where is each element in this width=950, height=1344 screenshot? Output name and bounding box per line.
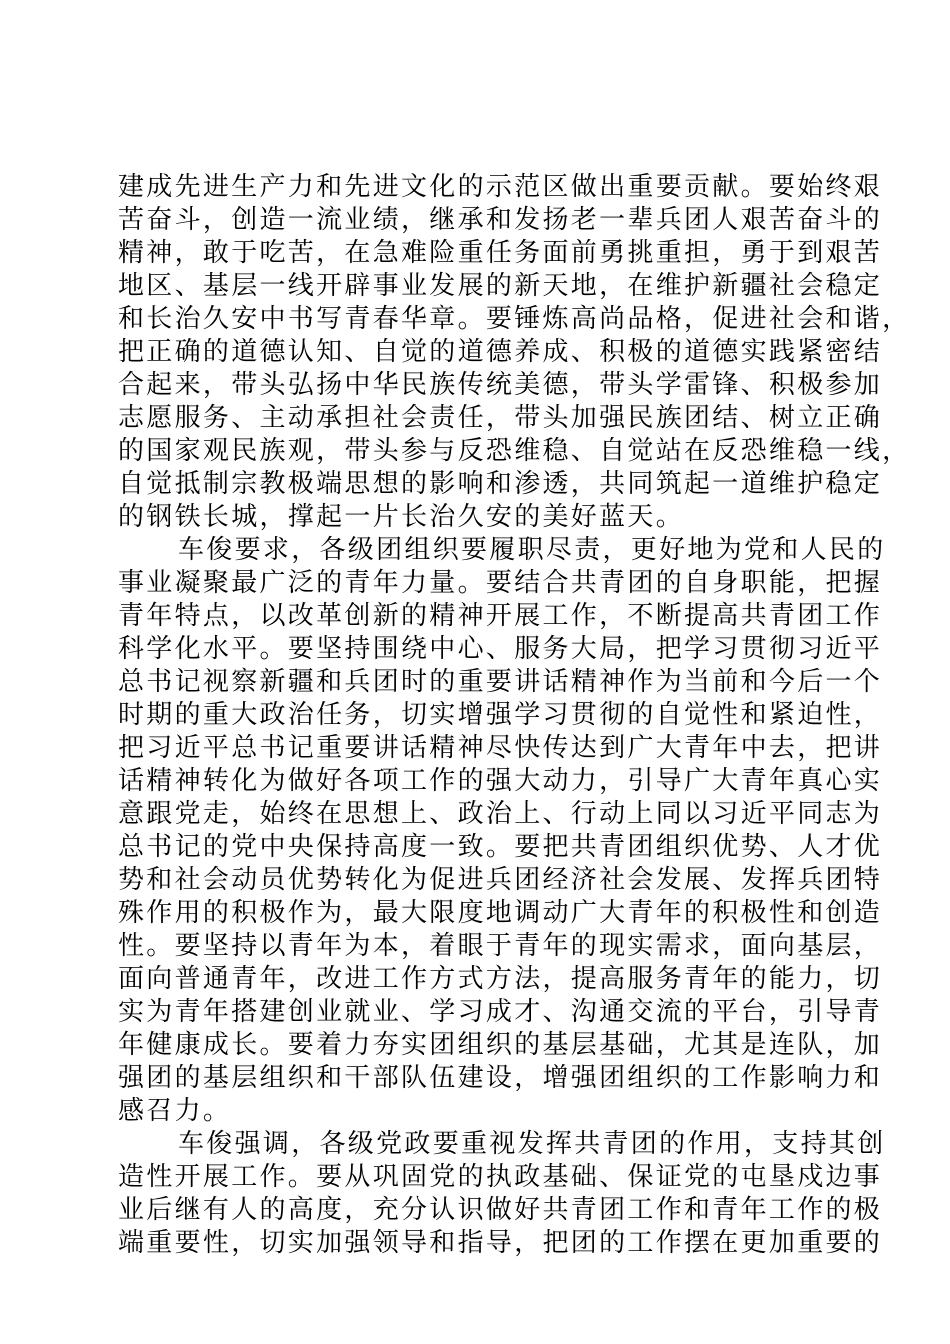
text-line: 车俊要求，各级团组织要履职尽责，更好地为党和人民的 — [178, 535, 886, 565]
text-line: 话精神转化为做好各项工作的强大动力，引导广大青年真心实 — [118, 766, 883, 796]
text-line: 和长治久安中书写青春华章。要锤炼高尚品格，促进社会和谐， — [118, 304, 911, 334]
text-line: 车俊强调，各级党政要重视发挥共青团的作用，支持其创 — [178, 1129, 886, 1159]
text-line: 建成先进生产力和先进文化的示范区做出重要贡献。要始终艰 — [118, 172, 883, 202]
text-line: 意跟党走，始终在思想上、政治上、行动上同以习近平同志为 — [118, 799, 883, 829]
text-line: 时期的重大政治任务，切实增强学习贯彻的自觉性和紧迫性， — [118, 700, 883, 730]
text-line: 造性开展工作。要从巩固党的执政基础、保证党的屯垦戍边事 — [118, 1162, 883, 1192]
text-line: 的钢铁长城，撑起一片长治久安的美好蓝天。 — [118, 502, 685, 532]
text-line: 把正确的道德认知、自觉的道德养成、积极的道德实践紧密结 — [118, 337, 883, 367]
text-line: 面向普通青年，改进工作方式方法，提高服务青年的能力，切 — [118, 964, 883, 994]
text-line: 业后继有人的高度，充分认识做好共青团工作和青年工作的极 — [118, 1195, 883, 1225]
text-line: 强团的基层组织和干部队伍建设，增强团组织的工作影响力和 — [118, 1063, 883, 1093]
text-line: 精神，敢于吃苦，在急难险重任务面前勇挑重担，勇于到艰苦 — [118, 238, 883, 268]
text-line: 端重要性，切实加强领导和指导，把团的工作摆在更加重要的 — [118, 1228, 883, 1258]
text-line: 青年特点，以改革创新的精神开展工作，不断提高共青团工作 — [118, 601, 883, 631]
text-line: 的国家观民族观，带头参与反恐维稳、自觉站在反恐维稳一线， — [118, 436, 911, 466]
text-line: 合起来，带头弘扬中华民族传统美德，带头学雷锋、积极参加 — [118, 370, 883, 400]
text-line: 殊作用的积极作为，最大限度地调动广大青年的积极性和创造 — [118, 898, 883, 928]
text-line: 把习近平总书记重要讲话精神尽快传达到广大青年中去，把讲 — [118, 733, 883, 763]
text-line: 地区、基层一线开辟事业发展的新天地，在维护新疆社会稳定 — [118, 271, 883, 301]
text-line: 总书记视察新疆和兵团时的重要讲话精神作为当前和今后一个 — [118, 667, 883, 697]
body-text — [118, 171, 911, 1260]
text-line: 苦奋斗，创造一流业绩，继承和发扬老一辈兵团人艰苦奋斗的 — [118, 205, 883, 235]
text-line: 自觉抵制宗教极端思想的影响和渗透，共同筑起一道维护稳定 — [118, 469, 883, 499]
text-line: 实为青年搭建创业就业、学习成才、沟通交流的平台，引导青 — [118, 997, 883, 1027]
text-line: 年健康成长。要着力夯实团组织的基层基础，尤其是连队，加 — [118, 1030, 883, 1060]
text-line: 总书记的党中央保持高度一致。要把共青团组织优势、人才优 — [118, 832, 883, 862]
text-line: 势和社会动员优势转化为促进兵团经济社会发展、发挥兵团特 — [118, 865, 883, 895]
text-line: 科学化水平。要坚持围绕中心、服务大局，把学习贯彻习近平 — [118, 634, 883, 664]
text-line: 事业凝聚最广泛的青年力量。要结合共青团的自身职能，把握 — [118, 568, 883, 598]
text-line: 志愿服务、主动承担社会责任，带头加强民族团结、树立正确 — [118, 403, 883, 433]
text-line: 感召力。 — [118, 1096, 232, 1126]
text-line: 性。要坚持以青年为本，着眼于青年的现实需求，面向基层， — [118, 931, 883, 961]
